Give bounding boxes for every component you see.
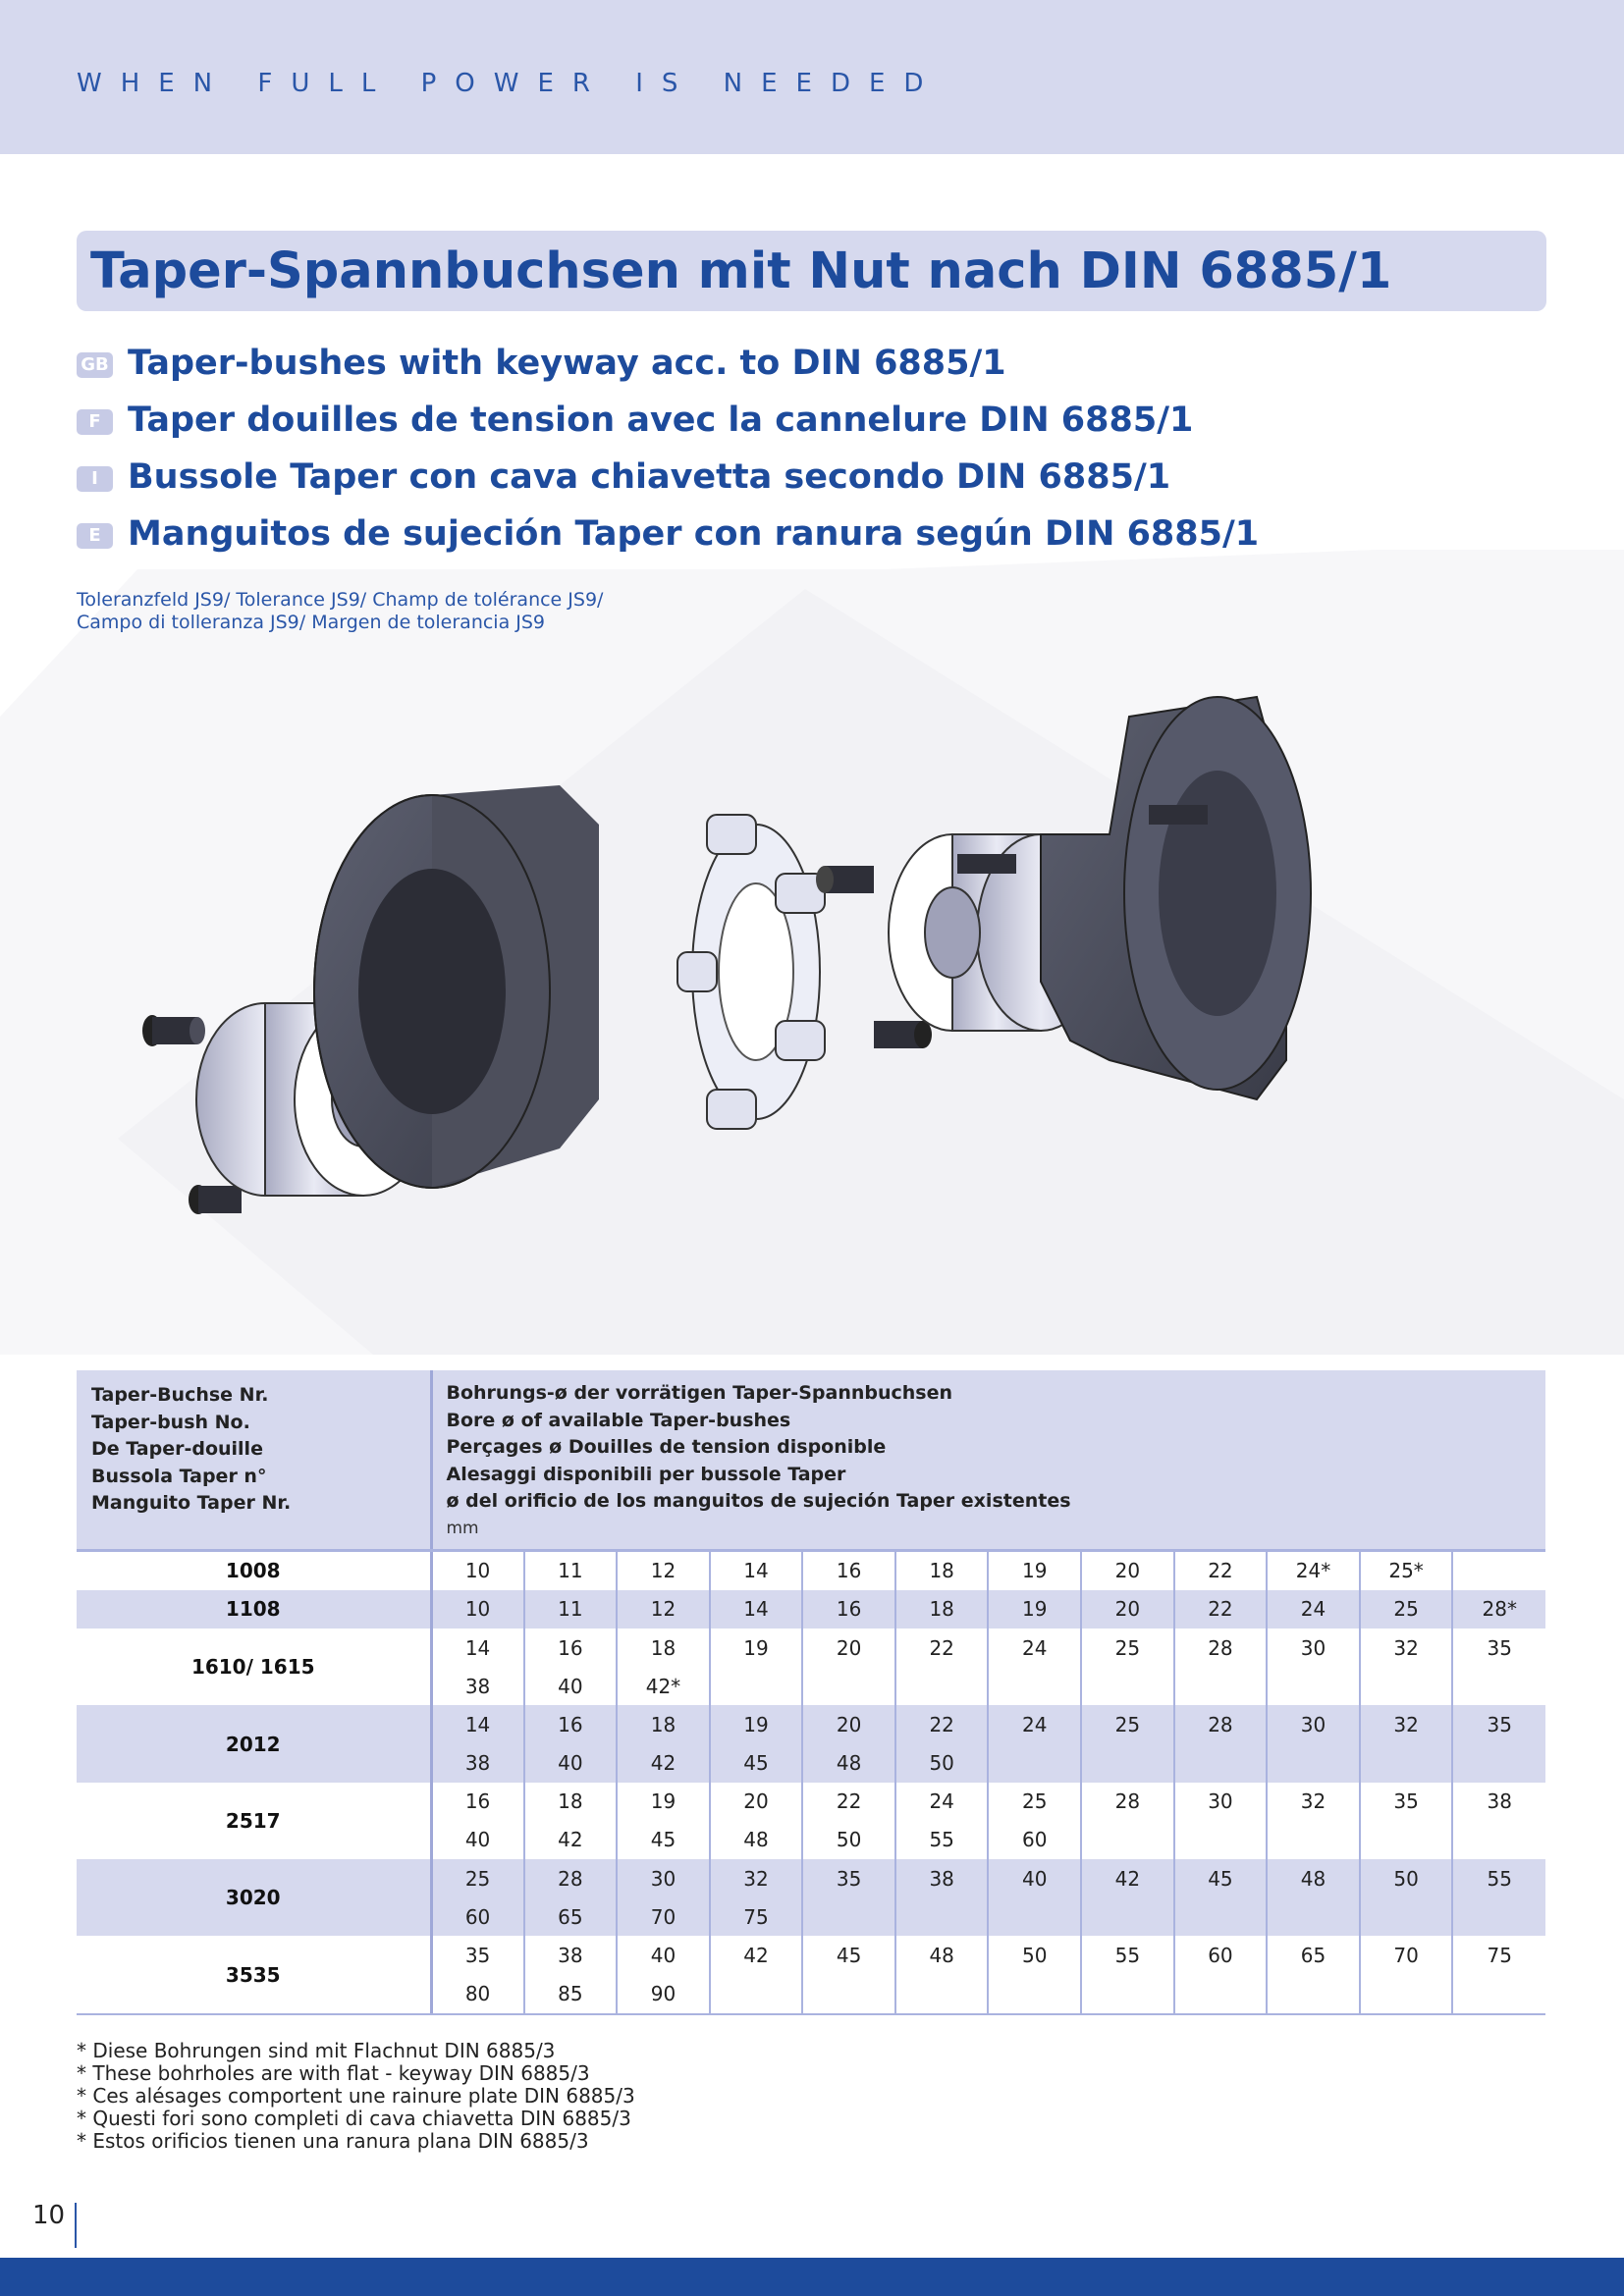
footnote: * Diese Bohrungen sind mit Flachnut DIN 6885/3 (77, 2039, 556, 2062)
bore-value-cell: 35 (1452, 1629, 1545, 1667)
bore-value-cell: 48 (1267, 1859, 1360, 1897)
bore-value-cell: 38 (431, 1667, 524, 1705)
bore-value-cell: 16 (802, 1552, 895, 1590)
bore-value-cell (1360, 1897, 1453, 1936)
bore-value-cell (1360, 1821, 1453, 1859)
bore-value-cell: 38 (431, 1744, 524, 1783)
page-title-box (77, 231, 1546, 311)
bore-value-cell: 19 (710, 1705, 803, 1743)
bore-value-cell: 35 (802, 1859, 895, 1897)
bore-value-cell: 40 (524, 1744, 618, 1783)
bore-value-cell (988, 1975, 1081, 2013)
footer-band (0, 2258, 1624, 2296)
table-row (77, 1705, 1545, 1743)
bore-value-cell: 19 (617, 1783, 710, 1821)
bore-value-cell: 30 (1267, 1705, 1360, 1743)
bore-value-cell: 30 (1267, 1629, 1360, 1667)
header-band (0, 0, 1624, 154)
header-unit: mm (446, 1518, 479, 1538)
bore-value-cell: 10 (431, 1552, 524, 1590)
bore-value-cell: 65 (1267, 1936, 1360, 1974)
bore-value-cell: 38 (1452, 1783, 1545, 1821)
screw-icon (189, 1185, 242, 1214)
bore-value-cell (710, 1975, 803, 2013)
bore-value-cell: 11 (524, 1590, 618, 1629)
bush-number-cell: 2012 (77, 1705, 431, 1782)
bore-value-cell: 20 (710, 1783, 803, 1821)
bore-value-cell (1452, 1552, 1545, 1590)
bore-value-cell (988, 1897, 1081, 1936)
bore-value-cell: 24* (1267, 1552, 1360, 1590)
bore-value-cell (1452, 1897, 1545, 1936)
screw-icon (816, 866, 874, 893)
language-badge-i: I (77, 466, 113, 492)
bore-value-cell: 75 (1452, 1936, 1545, 1974)
header-left-line: Taper-Buchse Nr. (91, 1384, 269, 1406)
bore-value-cell (1360, 1667, 1453, 1705)
bore-value-cell: 20 (802, 1705, 895, 1743)
coupling-hub-left-icon (314, 785, 599, 1188)
bore-value-cell: 22 (1174, 1590, 1268, 1629)
bore-value-cell: 60 (431, 1897, 524, 1936)
bore-value-cell (1360, 1975, 1453, 2013)
bore-value-cell: 10 (431, 1590, 524, 1629)
bore-value-cell: 38 (524, 1936, 618, 1974)
bore-value-cell (988, 1744, 1081, 1783)
bore-value-cell: 42 (617, 1744, 710, 1783)
table-row (77, 1936, 1545, 1974)
bore-value-cell (1267, 1821, 1360, 1859)
bore-value-cell: 42 (710, 1936, 803, 1974)
bore-value-cell: 50 (802, 1821, 895, 1859)
bore-value-cell: 40 (524, 1667, 618, 1705)
language-badge-gb: GB (77, 352, 113, 378)
tolerance-note (77, 589, 603, 634)
table-bottom-line (77, 2013, 1545, 2015)
header-right-line: ø del orificio de los manguitos de sujeción Taper existentes (446, 1490, 1071, 1513)
bore-value-cell: 42* (617, 1667, 710, 1705)
bore-value-cell (1174, 1897, 1268, 1936)
bore-value-cell: 25 (1081, 1629, 1174, 1667)
bush-number-cell: 3020 (77, 1859, 431, 1936)
bore-value-cell: 20 (1081, 1552, 1174, 1590)
bore-value-cell (1267, 1897, 1360, 1936)
table-header-bore (431, 1370, 1545, 1549)
bore-value-cell: 30 (617, 1859, 710, 1897)
bore-value-cell: 12 (617, 1552, 710, 1590)
page-number: 10 (32, 2201, 66, 2230)
bore-value-cell: 16 (431, 1783, 524, 1821)
bore-value-cell: 18 (895, 1552, 989, 1590)
bore-value-cell: 38 (895, 1859, 989, 1897)
header-left-line: De Taper-douille (91, 1438, 263, 1461)
bore-value-cell: 22 (1174, 1552, 1268, 1590)
bore-value-cell: 48 (710, 1821, 803, 1859)
bore-value-cell: 42 (1081, 1859, 1174, 1897)
bore-value-cell: 28 (524, 1859, 618, 1897)
page-number-rule (75, 2203, 77, 2248)
bore-value-cell: 55 (1452, 1859, 1545, 1897)
bore-value-cell: 55 (1081, 1936, 1174, 1974)
bore-value-cell: 19 (988, 1590, 1081, 1629)
bore-value-cell (802, 1897, 895, 1936)
header-right-line: Bore ø of available Taper-bushes (446, 1409, 791, 1431)
table-row (77, 1590, 1545, 1629)
bore-value-cell: 60 (1174, 1936, 1268, 1974)
bore-value-cell: 80 (431, 1975, 524, 2013)
bore-value-cell (1081, 1744, 1174, 1783)
bore-value-cell: 75 (710, 1897, 803, 1936)
bore-value-cell: 30 (1174, 1783, 1268, 1821)
bush-number-cell: 2517 (77, 1783, 431, 1859)
bore-value-cell (1174, 1975, 1268, 2013)
bore-value-cell: 32 (1360, 1705, 1453, 1743)
bore-value-cell (1360, 1744, 1453, 1783)
bore-value-cell: 16 (802, 1590, 895, 1629)
bore-value-cell: 48 (895, 1936, 989, 1974)
bore-value-cell (895, 1975, 989, 2013)
bore-value-cell: 50 (895, 1744, 989, 1783)
bore-value-cell: 45 (710, 1744, 803, 1783)
bore-value-cell: 12 (617, 1590, 710, 1629)
bush-number-cell: 1610/ 1615 (77, 1629, 431, 1705)
bore-value-cell: 24 (895, 1783, 989, 1821)
screw-icon (874, 1021, 932, 1048)
translation-text-f: Taper douilles de tension avec la cannelure DIN 6885/1 (128, 400, 1194, 440)
bore-value-cell: 50 (988, 1936, 1081, 1974)
coupling-hub-right-icon (1041, 697, 1311, 1099)
bore-value-cell (895, 1897, 989, 1936)
footnote: * Estos orificios tienen una ranura plana DIN 6885/3 (77, 2129, 589, 2153)
bore-value-cell: 14 (431, 1705, 524, 1743)
bore-value-cell (1452, 1821, 1545, 1859)
bush-number-cell: 1008 (77, 1552, 431, 1590)
bore-value-cell (1174, 1667, 1268, 1705)
footnote: * These bohrholes are with flat - keyway DIN 6885/3 (77, 2061, 590, 2085)
bore-value-cell: 18 (617, 1705, 710, 1743)
bore-value-cell: 55 (895, 1821, 989, 1859)
bore-value-cell: 32 (710, 1859, 803, 1897)
header-right-line: Perçages ø Douilles de tension disponible (446, 1436, 887, 1459)
bore-value-cell (895, 1667, 989, 1705)
footnotes (77, 2040, 635, 2153)
tolerance-line-2: Campo di tolleranza JS9/ Margen de tolerancia JS9 (77, 612, 546, 633)
bore-value-cell: 28 (1174, 1705, 1268, 1743)
bore-value-cell: 35 (1360, 1783, 1453, 1821)
bore-value-cell: 16 (524, 1705, 618, 1743)
bore-value-cell: 85 (524, 1975, 618, 2013)
bore-value-cell: 18 (524, 1783, 618, 1821)
bore-value-cell: 25 (1360, 1590, 1453, 1629)
bore-value-cell: 90 (617, 1975, 710, 2013)
bore-value-cell: 11 (524, 1552, 618, 1590)
bore-value-cell: 32 (1360, 1629, 1453, 1667)
bore-value-cell (1267, 1744, 1360, 1783)
bore-value-cell (1452, 1667, 1545, 1705)
bore-value-cell: 22 (895, 1629, 989, 1667)
language-badge-e: E (77, 523, 113, 549)
bore-value-cell: 50 (1360, 1859, 1453, 1897)
bore-value-cell: 28 (1081, 1783, 1174, 1821)
language-badge-f: F (77, 409, 113, 435)
bore-value-cell: 40 (988, 1859, 1081, 1897)
bore-value-cell (1174, 1821, 1268, 1859)
bore-value-cell: 18 (617, 1629, 710, 1667)
bore-value-cell: 32 (1267, 1783, 1360, 1821)
bore-value-cell: 35 (1452, 1705, 1545, 1743)
header-left-line: Manguito Taper Nr. (91, 1492, 292, 1515)
bore-value-cell: 19 (710, 1629, 803, 1667)
bore-value-cell (1081, 1897, 1174, 1936)
screw-icon (142, 1015, 205, 1046)
bore-value-cell (802, 1975, 895, 2013)
bore-value-cell (710, 1667, 803, 1705)
bore-value-cell (1267, 1667, 1360, 1705)
bore-value-cell: 42 (524, 1821, 618, 1859)
bore-value-cell (1267, 1975, 1360, 2013)
elastomer-spider-icon (677, 815, 825, 1129)
bore-value-cell: 45 (802, 1936, 895, 1974)
table-header-row (77, 1370, 1545, 1549)
table-row (77, 1629, 1545, 1667)
bore-value-cell: 60 (988, 1821, 1081, 1859)
coupling-exploded-illustration (128, 687, 1365, 1237)
bore-value-cell: 22 (802, 1783, 895, 1821)
footnote: * Ces alésages comportent une rainure plate DIN 6885/3 (77, 2084, 635, 2108)
bore-value-cell: 35 (431, 1936, 524, 1974)
bore-table (77, 1370, 1545, 2013)
bore-value-cell (1081, 1975, 1174, 2013)
bore-value-cell: 28 (1174, 1629, 1268, 1667)
header-left-line: Bussola Taper n° (91, 1465, 267, 1487)
bore-value-cell: 20 (802, 1629, 895, 1667)
bore-value-cell: 25 (431, 1859, 524, 1897)
bore-value-cell: 25 (988, 1783, 1081, 1821)
bore-value-cell: 18 (895, 1590, 989, 1629)
table-row (77, 1783, 1545, 1821)
bore-value-cell: 45 (1174, 1859, 1268, 1897)
bore-value-cell: 70 (1360, 1936, 1453, 1974)
bore-value-cell: 14 (431, 1629, 524, 1667)
table-row (77, 1859, 1545, 1897)
page-title: Taper-Spannbuchsen mit Nut nach DIN 6885/1 (90, 242, 1392, 300)
bore-value-cell: 70 (617, 1897, 710, 1936)
bush-number-cell: 3535 (77, 1936, 431, 2012)
bore-value-cell (1452, 1975, 1545, 2013)
bore-value-cell: 24 (1267, 1590, 1360, 1629)
translation-text-i: Bussole Taper con cava chiavetta secondo DIN 6885/1 (128, 457, 1171, 497)
bore-value-cell: 14 (710, 1552, 803, 1590)
bore-value-cell: 14 (710, 1590, 803, 1629)
bore-value-cell: 40 (617, 1936, 710, 1974)
bore-value-cell: 45 (617, 1821, 710, 1859)
bore-value-cell (1081, 1821, 1174, 1859)
bore-value-cell: 25 (1081, 1705, 1174, 1743)
bush-number-cell: 1108 (77, 1590, 431, 1629)
bore-value-cell: 48 (802, 1744, 895, 1783)
tolerance-line-1: Toleranzfeld JS9/ Tolerance JS9/ Champ de tolérance JS9/ (77, 589, 604, 611)
header-right-line: Bohrungs-ø der vorrätigen Taper-Spannbuchsen (446, 1382, 953, 1404)
bore-value-cell: 20 (1081, 1590, 1174, 1629)
bore-value-cell: 24 (988, 1705, 1081, 1743)
table-row (77, 1552, 1545, 1590)
bore-value-cell: 28* (1452, 1590, 1545, 1629)
bore-value-cell: 19 (988, 1552, 1081, 1590)
bore-value-cell: 25* (1360, 1552, 1453, 1590)
footnote: * Questi fori sono completi di cava chiavetta DIN 6885/3 (77, 2107, 631, 2130)
translation-text-gb: Taper-bushes with keyway acc. to DIN 6885/1 (128, 344, 1006, 383)
bore-value-cell: 65 (524, 1897, 618, 1936)
header-left-line: Taper-bush No. (91, 1411, 250, 1433)
translation-text-e: Manguitos de sujeción Taper con ranura según DIN 6885/1 (128, 514, 1260, 554)
bore-value-cell: 24 (988, 1629, 1081, 1667)
table-header-bush-number (77, 1370, 431, 1549)
bore-value-cell: 22 (895, 1705, 989, 1743)
bore-value-cell (988, 1667, 1081, 1705)
bore-value-cell (1174, 1744, 1268, 1783)
bore-value-cell (1452, 1744, 1545, 1783)
header-tagline: WHEN FULL POWER IS NEEDED (77, 69, 943, 98)
bore-value-cell: 16 (524, 1629, 618, 1667)
bore-value-cell (1081, 1667, 1174, 1705)
bore-value-cell: 40 (431, 1821, 524, 1859)
bore-value-cell (802, 1667, 895, 1705)
header-right-line: Alesaggi disponibili per bussole Taper (446, 1463, 846, 1485)
